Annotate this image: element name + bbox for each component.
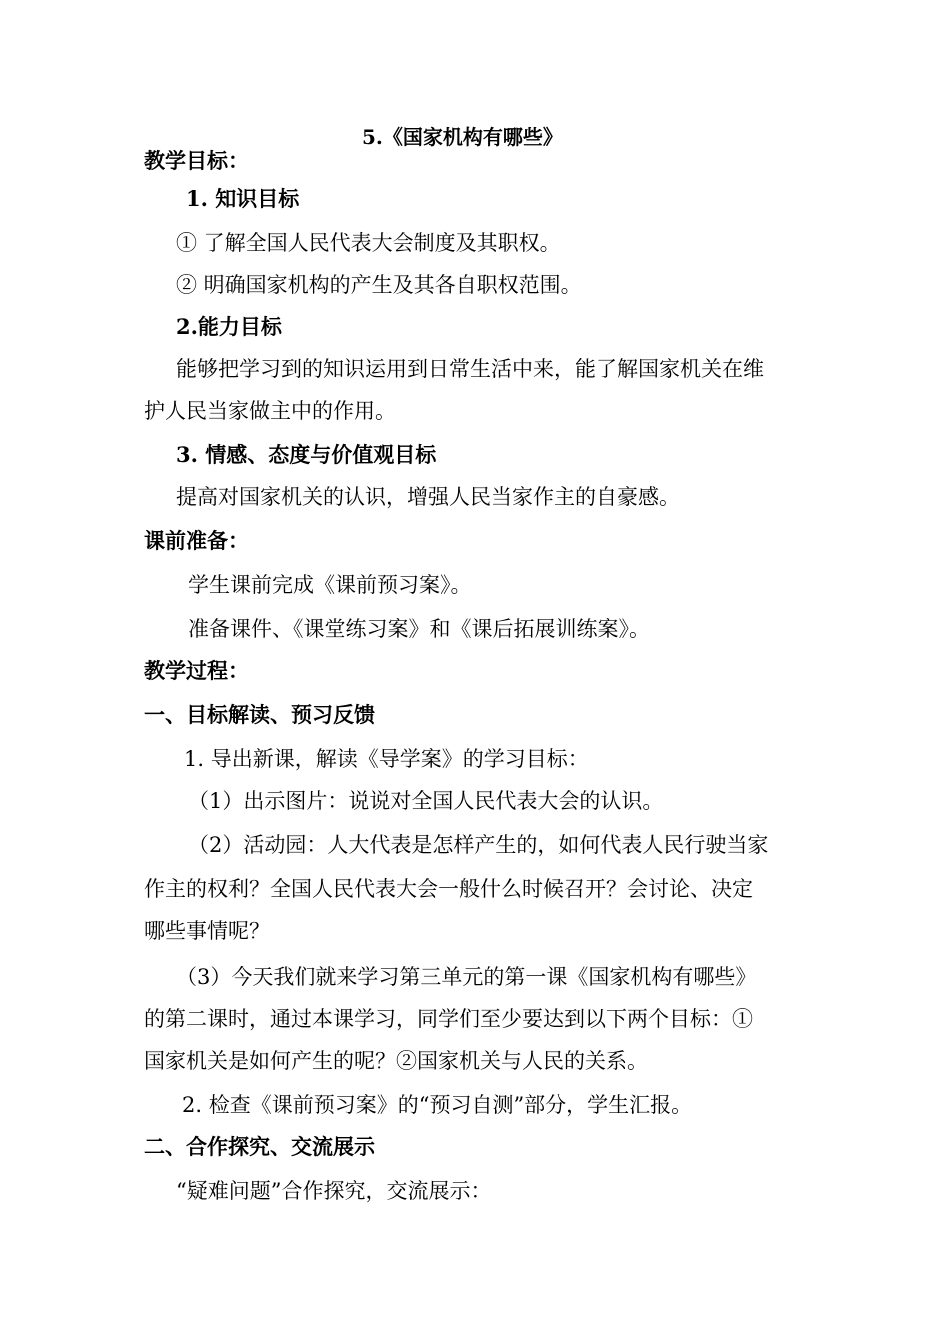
preparation-heading: 课前准备：: [144, 528, 249, 553]
section-1-sub-1: （1）出示图片：说说对全国人民代表大会的认识。: [188, 789, 664, 813]
document-title: 5.《国家机构有哪些》: [362, 125, 563, 149]
emotion-goal-text: 提高对国家机关的认识，增强人民当家作主的自豪感。: [176, 485, 680, 509]
section-2-text: “疑难问题”合作探究，交流展示：: [176, 1179, 492, 1203]
knowledge-goal-item-2: ② 明确国家机构的产生及其各自职权范围。: [176, 273, 582, 297]
ability-goal-line-2: 护人民当家做主中的作用。: [144, 399, 396, 423]
section-1-sub-3-line-1: （3）今天我们就来学习第三单元的第一课《国家机构有哪些》: [176, 965, 757, 989]
ability-goal-line-1: 能够把学习到的知识运用到日常生活中来，能了解国家机关在维: [176, 357, 764, 381]
section-1-sub-3-line-3: 国家机关是如何产生的呢？②国家机关与人民的关系。: [144, 1049, 648, 1073]
section-2-heading: 二、合作探究、交流展示: [144, 1134, 375, 1159]
section-1-sub-2-line-2: 作主的权利？全国人民代表大会一般什么时候召开？会讨论、决定: [144, 877, 753, 901]
preparation-item-2: 准备课件、《课堂练习案》和《课后拓展训练案》。: [188, 617, 650, 641]
section-1-sub-2-line-3: 哪些事情呢？: [144, 919, 270, 943]
knowledge-goal-item-1: ① 了解全国人民代表大会制度及其职权。: [176, 231, 561, 255]
emotion-goal-heading: 3. 情感、态度与价值观目标: [176, 442, 437, 467]
section-1-sub-2-line-1: （2）活动园：人大代表是怎样产生的，如何代表人民行驶当家: [188, 833, 769, 857]
section-1-item-2: 2. 检查《课前预习案》的“预习自测”部分，学生汇报。: [182, 1093, 693, 1117]
section-1-item-1: 1. 导出新课，解读《导学案》的学习目标：: [184, 747, 589, 771]
section-1-heading: 一、目标解读、预习反馈: [144, 702, 375, 727]
preparation-item-1: 学生课前完成《课前预习案》。: [188, 573, 472, 597]
ability-goal-heading: 2.能力目标: [176, 314, 282, 339]
section-1-sub-3-line-2: 的第二课时，通过本课学习，同学们至少要达到以下两个目标：①: [144, 1007, 753, 1031]
knowledge-goal-heading: 1. 知识目标: [186, 186, 300, 211]
process-heading: 教学过程：: [144, 658, 249, 683]
teaching-goals-heading: 教学目标：: [144, 148, 249, 173]
